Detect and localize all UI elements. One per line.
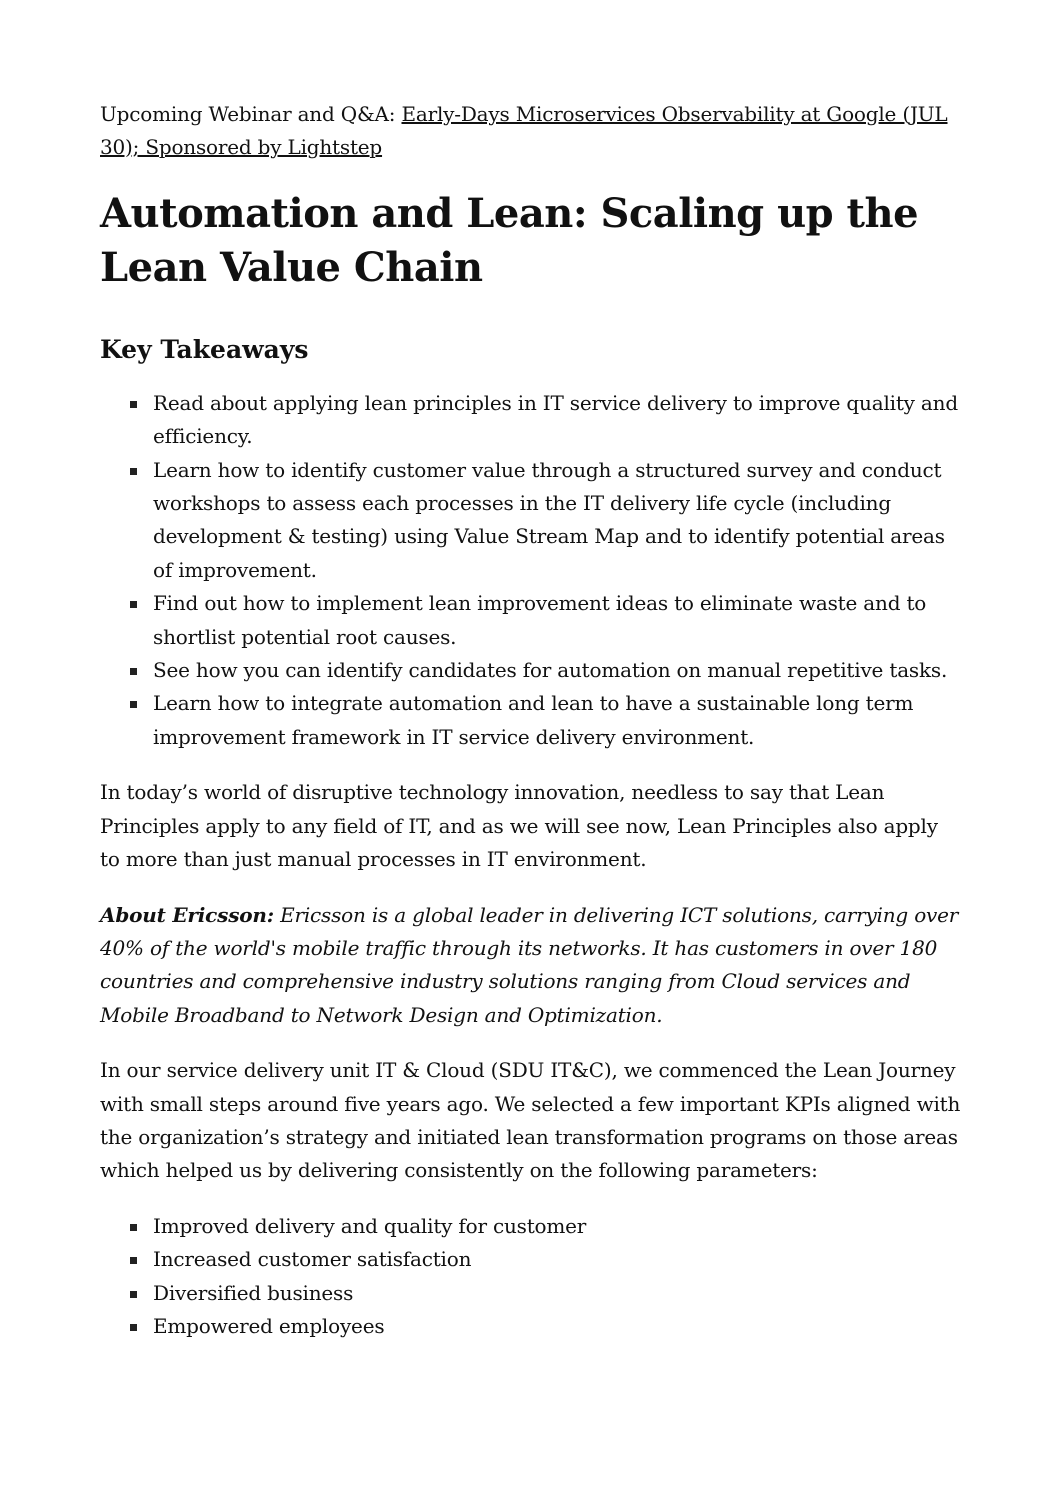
bullet-icon xyxy=(130,1324,137,1331)
bullet-icon xyxy=(130,401,137,408)
list-item-text: Improved delivery and quality for customer xyxy=(153,1213,587,1238)
list-item-text: See how you can identify candidates for automation on manual repetitive tasks. xyxy=(153,658,948,683)
list-item xyxy=(153,387,962,454)
key-takeaways-heading: Key Takeaways xyxy=(100,334,309,364)
intro-paragraph: In today’s world of disruptive technology innovation, needless to say that Lean Principles apply to any field of IT, and as we will see now, Lean Principles also apply to more than just manual processes in IT environment. xyxy=(100,780,938,872)
list-item xyxy=(153,654,962,687)
list-item xyxy=(153,454,962,588)
list-item-text: Read about applying lean principles in IT service delivery to improve quality and efficiency. xyxy=(153,390,958,449)
about-label: About Ericsson: xyxy=(100,902,274,927)
journey-paragraph: In our service delivery unit IT & Cloud (SDU IT&C), we commenced the Lean Journey with small steps around five years ago. We selected a few important KPIs aligned with the organization’s strategy and initiated lean transformation programs on those areas which helped us by delivering consistently on the following parameters: xyxy=(100,1058,961,1183)
list-item-text: Learn how to integrate automation and lean to have a sustainable long term improvement framework in IT service delivery environment. xyxy=(153,691,914,749)
list-item xyxy=(153,1310,962,1343)
bullet-icon xyxy=(130,468,137,475)
article xyxy=(100,98,962,1365)
results-list xyxy=(100,1210,962,1344)
banner-prefix: Upcoming Webinar and Q&A: xyxy=(100,102,402,126)
list-item-text: Find out how to implement lean improvement ideas to eliminate waste and to shortlist potential root causes. xyxy=(153,591,927,649)
bullet-icon xyxy=(130,701,137,708)
bullet-icon xyxy=(130,668,137,675)
bullet-icon xyxy=(130,1257,137,1264)
list-item xyxy=(153,1243,962,1276)
list-item xyxy=(153,687,962,754)
webinar-link[interactable]: Early-Days Microservices Observability at Google (JUL 30); Sponsored by Lightstep xyxy=(100,102,948,160)
list-item xyxy=(153,587,962,654)
list-item xyxy=(153,1210,962,1243)
list-item-text: Diversified business xyxy=(153,1280,354,1305)
article-title: Automation and Lean: Scaling up the Lean Value Chain xyxy=(100,189,919,291)
bullet-icon xyxy=(130,1291,137,1298)
bullet-icon xyxy=(130,1224,137,1231)
webinar-banner xyxy=(100,98,962,165)
list-item-text: Learn how to identify customer value through a structured survey and conduct workshops to assess each processes in the IT delivery life cycle (including development & testing) using Value Stream Map and to identify potential areas of improvement. xyxy=(153,457,945,582)
list-item xyxy=(153,1277,962,1310)
about-paragraph xyxy=(100,899,962,1033)
list-item-text: Increased customer satisfaction xyxy=(153,1247,472,1272)
list-item-text: Empowered employees xyxy=(153,1313,385,1338)
bullet-icon xyxy=(130,601,137,608)
takeaways-list xyxy=(100,387,962,754)
about-text: Ericsson is a global leader in delivering ICT solutions, carrying over 40% of the world's mobile traffic through its networks. It has customers in over 180 countries and comprehensive industry solutions ranging from Cloud services and Mobile Broadband to Network Design and Optimization. xyxy=(100,902,959,1027)
